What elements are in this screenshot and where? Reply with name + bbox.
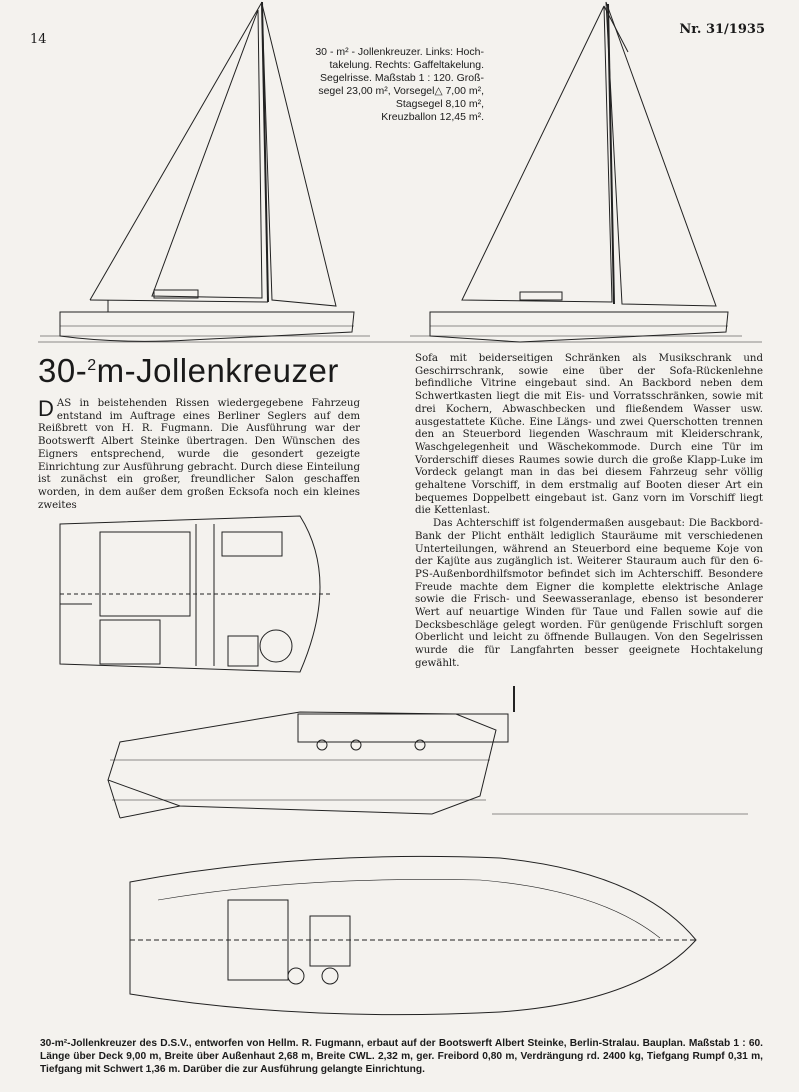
caption-line: takelung. Rechts: Gaffeltakelung. bbox=[329, 59, 484, 71]
caption-line: Segelrisse. Maßstab 1 : 120. Groß- bbox=[320, 72, 484, 84]
caption-line: 30 - m² - Jollenkreuzer. Links: Hoch- bbox=[315, 46, 484, 58]
side-elevation bbox=[108, 686, 748, 818]
article-column-right bbox=[415, 353, 763, 671]
left-paragraph: AS in beistehenden Rissen wiedergegebene Fahrzeug entstand im Auftrage eines Berliner Seglers auf dem Reißbrett von H. R. Fugmann. Die Ausführung war der Bootswerft Albert Steinke übertragen. Den Wünschen des Eigners entsprechend, wurde die gesondert gezeigte Einrichtung zur Ausführung gebracht. Durch diese Einteilung ist zunächst ein großer, freundlicher Salon geschaffen worden, in dem außer dem großen Ecksofa noch ein kleines zweites bbox=[38, 398, 360, 511]
sail-plan-caption bbox=[302, 46, 484, 124]
article-column-left bbox=[38, 398, 360, 512]
drop-cap: D bbox=[38, 396, 54, 421]
title-prefix: 30- bbox=[38, 352, 88, 389]
article-title bbox=[38, 352, 339, 390]
title-rest: m-Jollenkreuzer bbox=[96, 352, 339, 389]
caption-line: Kreuzballon 12,45 m². bbox=[381, 111, 484, 123]
right-paragraph-2: Das Achterschiff ist folgendermaßen ausgebaut: Die Backbord-Bank der Plicht enthält lediglich Stauräume mit verschiedenen Unterteilungen, während an Steuerbord eine bequeme Koje von der Kajüte aus zugänglich ist. Weiterer Stauraum auch für den 6-PS-Außenbordhilfsmotor befindet sich im Achterschiff. Besondere Freude machte dem Eigner die komplette elektrische Anlage sowie die Frisch- und Seewasseranlage, ebenso ist besonderer Wert auf neuartige Winden für Taue und Fallen sowie auf die Decksbeschläge gelegt worden. Für genügende Frischluft sorgen Oberlicht und leicht zu öffnende Bullaugen. Von den Segelrissen wurde die für Langfahrten besser geeignete Hochtakelung gewählt. bbox=[415, 518, 763, 669]
right-paragraph-1: Sofa mit beiderseitigen Schränken als Musikschrank und Geschirrschrank, sowie eine über der Sofa-Rückenlehne befindliche Vitrine eingebaut sind. An Backbord neben dem Schwertkasten liegt die mit Eis- und Vorratsschränken, sowie mit drei Kochern, Abwaschbecken und fließendem Wasser usw. ausgestattete Küche. Eine Längs- und zwei Querschotten trennen den an Steuerbord liegenden Waschraum mit Kleiderschrank, Waschgelegenheit und Wäschekommode. Durch eine Tür im Vorderschiff dieses Raumes sowie durch die große Klapp-Luke im Vordeck gelangt man in das bei diesem Fahrzeug sehr völlig gehaltene Vorschiff, in dem erstmalig auf Booten dieser Art ein bequemes Doppelbett eingebaut ist. Ganz vorn im Vorschiff liegt die Kettenlast. bbox=[415, 353, 763, 517]
issue-number: Nr. 31/1935 bbox=[679, 22, 765, 37]
construction-plan-caption: 30-m²-Jollenkreuzer des D.S.V., entworfen von Hellm. R. Fugmann, erbaut auf der Bootswerft Albert Steinke, Berlin-Stralau. Bauplan. Maßstab 1 : 60. Länge über Deck 9,00 m, Breite über Außenhaut 2,68 m, Breite CWL. 2,32 m, ger. Freibord 0,80 m, Verdrängung rd. 2400 kg, Tiefgang Rumpf 0,31 m, Tiefgang mit Schwert 1,36 m. Darüber die zur Ausführung gelangte Einrichtung. bbox=[40, 1038, 763, 1075]
page-number: 14 bbox=[30, 32, 47, 47]
hull-plan-view bbox=[130, 856, 696, 1014]
interior-plan bbox=[60, 516, 330, 672]
caption-line: segel 23,00 m², Vorsegel△ 7,00 m², bbox=[318, 85, 484, 97]
title-superscript: 2 bbox=[87, 357, 97, 374]
caption-line: Stagsegel 8,10 m², bbox=[395, 98, 484, 110]
